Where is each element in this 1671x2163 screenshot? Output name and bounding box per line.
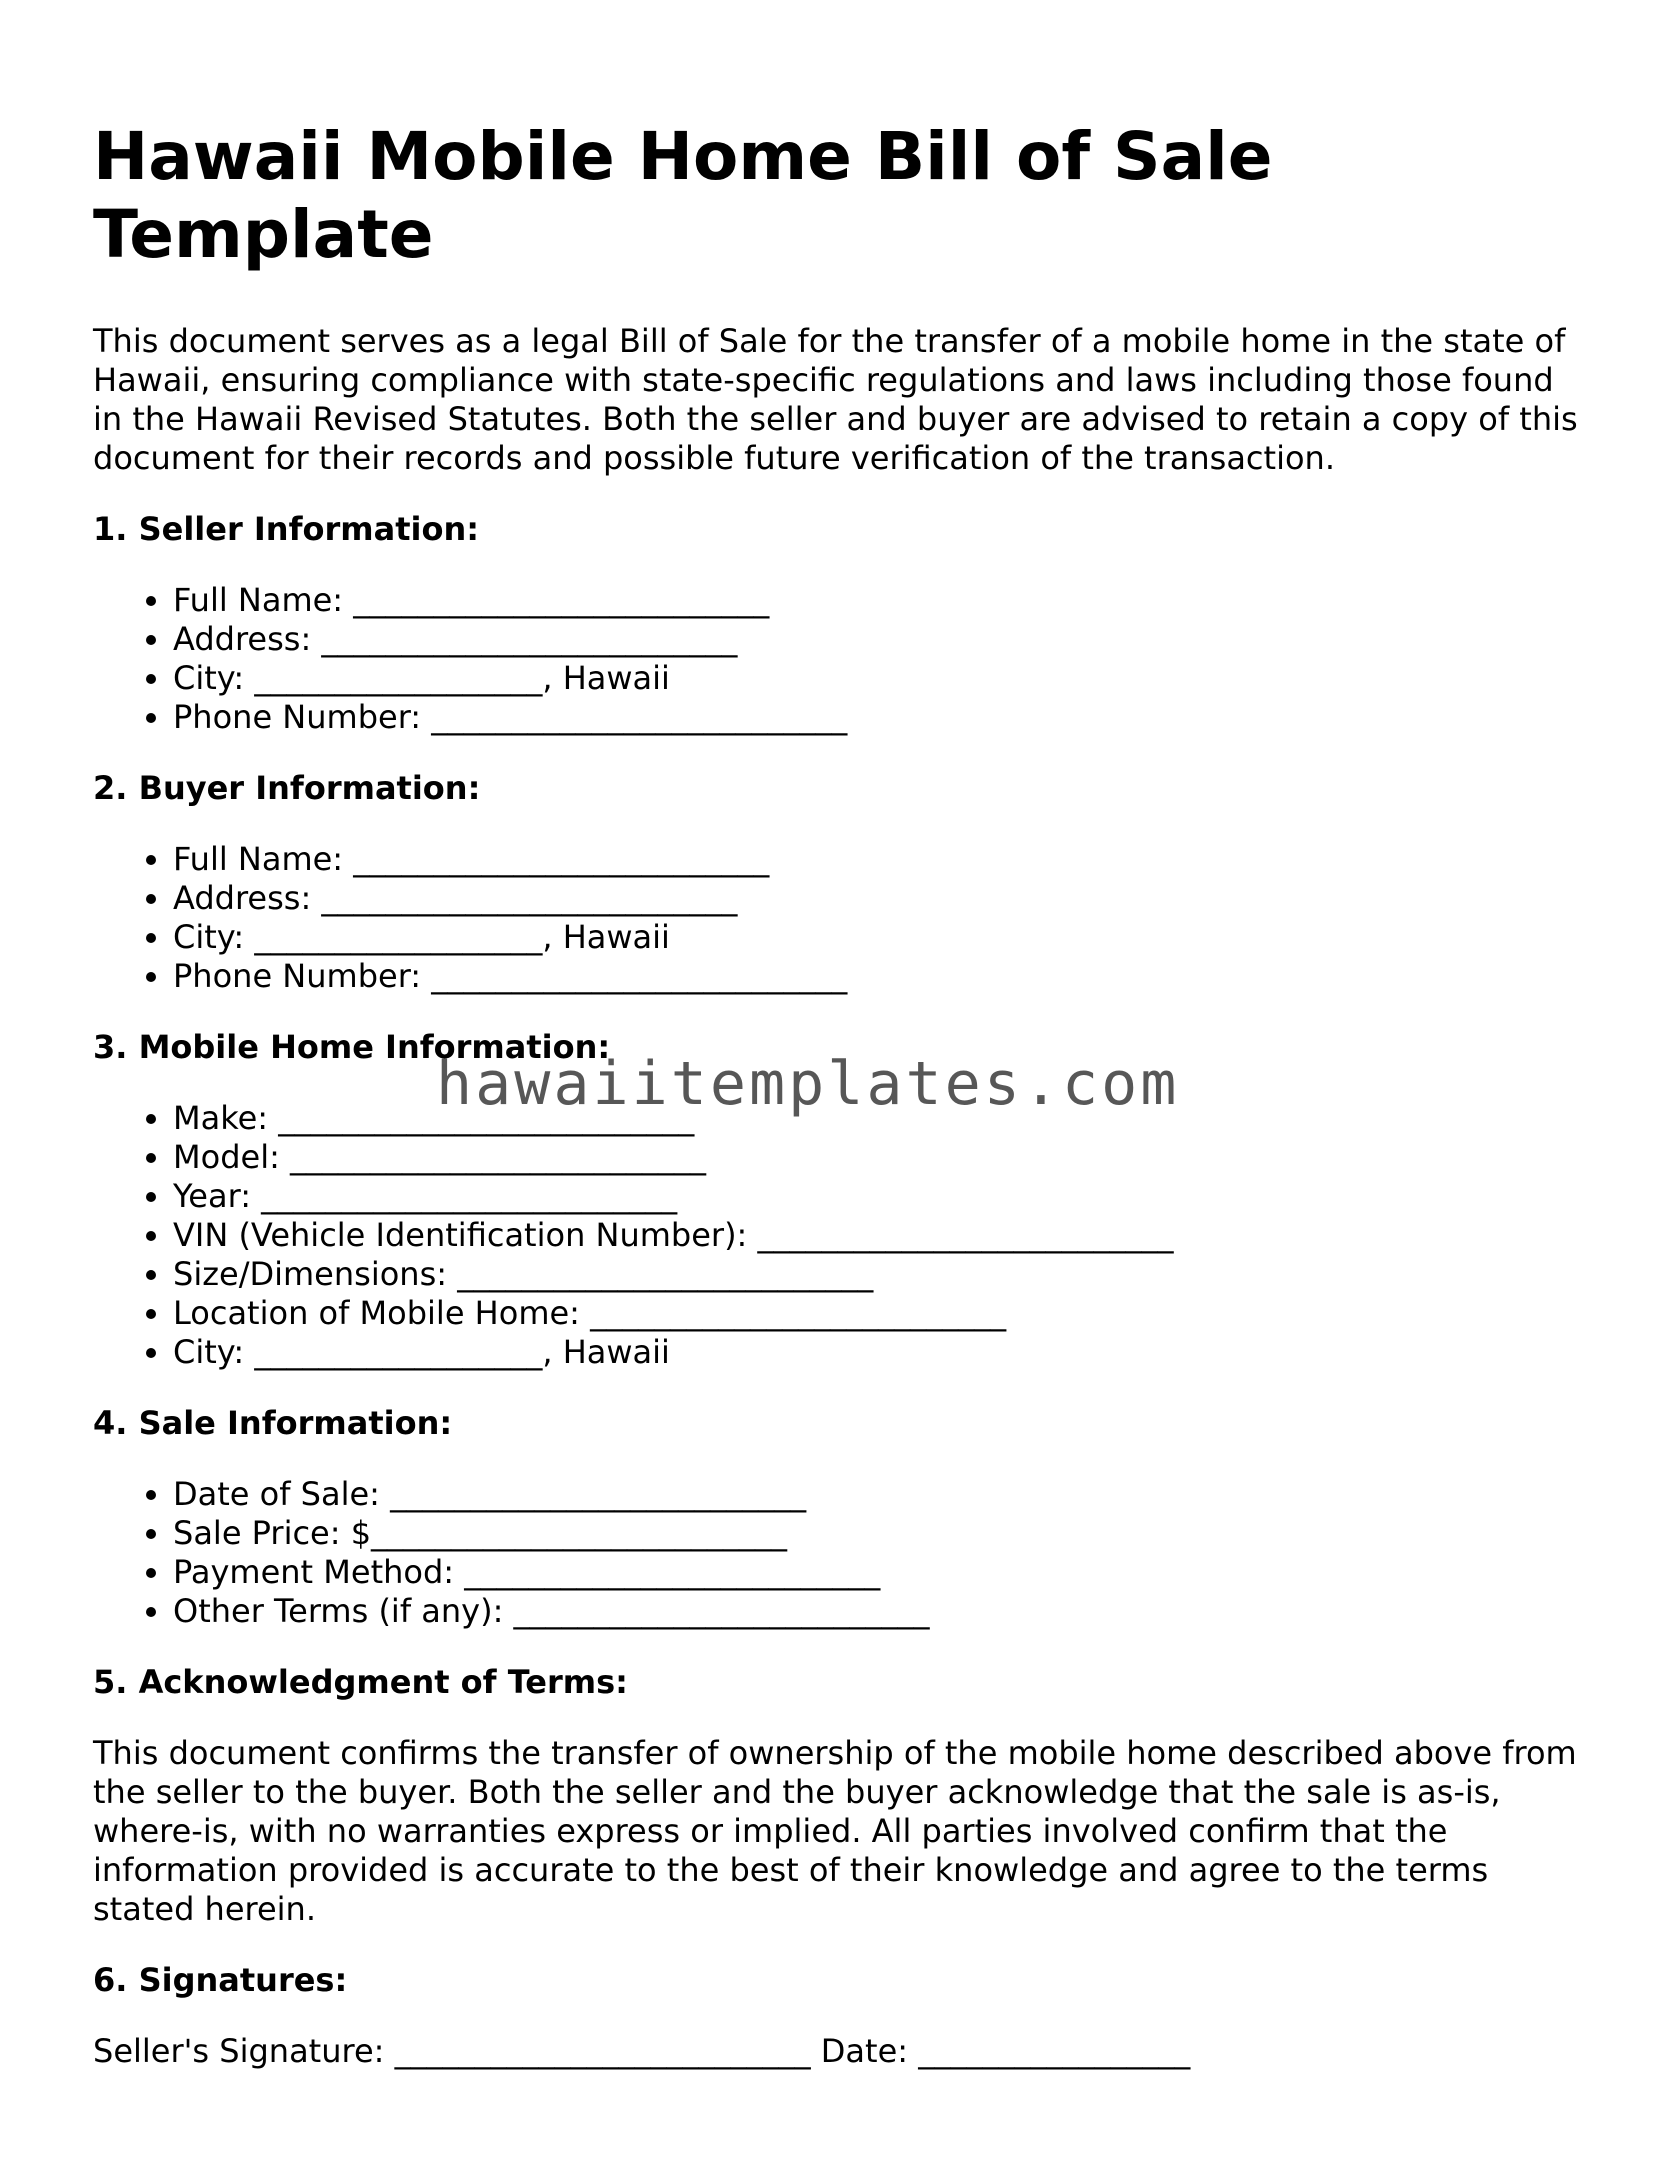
buyer-heading: 2. Buyer Information: xyxy=(93,769,481,807)
home-location-field: • Location of Mobile Home: __________________________ xyxy=(173,1294,1583,1333)
home-year-field: • Year: __________________________ xyxy=(173,1177,1583,1216)
seller-city-field: • City: __________________, Hawaii xyxy=(173,659,1583,698)
sale-heading: 4. Sale Information: xyxy=(93,1404,453,1442)
acknowledgment-heading: 5. Acknowledgment of Terms: xyxy=(93,1663,628,1701)
sale-other-terms-field: • Other Terms (if any): __________________________ xyxy=(173,1592,1583,1631)
home-make-field: • Make: __________________________ xyxy=(173,1099,1583,1138)
signatures-heading: 6. Signatures: xyxy=(93,1961,348,1999)
seller-phone-field: • Phone Number: __________________________ xyxy=(173,698,1583,737)
home-heading: 3. Mobile Home Information: xyxy=(93,1028,611,1066)
seller-list xyxy=(93,581,1583,737)
sale-date-field: • Date of Sale: __________________________ xyxy=(173,1475,1583,1514)
buyer-phone-field: • Phone Number: __________________________ xyxy=(173,957,1583,996)
home-city-field: • City: __________________, Hawaii xyxy=(173,1333,1583,1372)
watermark: hawaiitemplates.com xyxy=(436,1049,1180,1119)
buyer-list xyxy=(93,840,1583,996)
seller-full-name-field: • Full Name: __________________________ xyxy=(173,581,1583,620)
sale-list xyxy=(93,1475,1583,1631)
document-title: Hawaii Mobile Home Bill of Sale Template xyxy=(93,118,1273,273)
home-list xyxy=(93,1099,1583,1372)
buyer-city-field: • City: __________________, Hawaii xyxy=(173,918,1583,957)
home-model-field: • Model: __________________________ xyxy=(173,1138,1583,1177)
home-vin-field: • VIN (Vehicle Identification Number): __________________________ xyxy=(173,1216,1583,1255)
home-size-field: • Size/Dimensions: __________________________ xyxy=(173,1255,1583,1294)
sale-payment-method-field: • Payment Method: __________________________ xyxy=(173,1553,1583,1592)
buyer-address-field: • Address: __________________________ xyxy=(173,879,1583,918)
seller-address-field: • Address: __________________________ xyxy=(173,620,1583,659)
seller-heading: 1. Seller Information: xyxy=(93,510,480,548)
acknowledgment-paragraph: This document confirms the transfer of ownership of the mobile home described above from the seller to the buyer. Both the seller and the buyer acknowledge that the sale is as-is, where-is, with no warranties express or implied. All parties involved confirm that the information provided is accurate to the best of their knowledge and agree to the terms stated herein. xyxy=(93,1734,1577,1928)
seller-signature-line: Seller's Signature: __________________________ Date: _________________ xyxy=(93,2032,1191,2070)
buyer-full-name-field: • Full Name: __________________________ xyxy=(173,840,1583,879)
sale-price-field: • Sale Price: $__________________________ xyxy=(173,1514,1583,1553)
intro-paragraph: This document serves as a legal Bill of Sale for the transfer of a mobile home in the state of Hawaii, ensuring compliance with state-specific regulations and laws including those found in the Hawaii Revised Statutes. Both the seller and buyer are advised to retain a copy of this document for their records and possible future verification of the transaction. xyxy=(93,322,1578,477)
